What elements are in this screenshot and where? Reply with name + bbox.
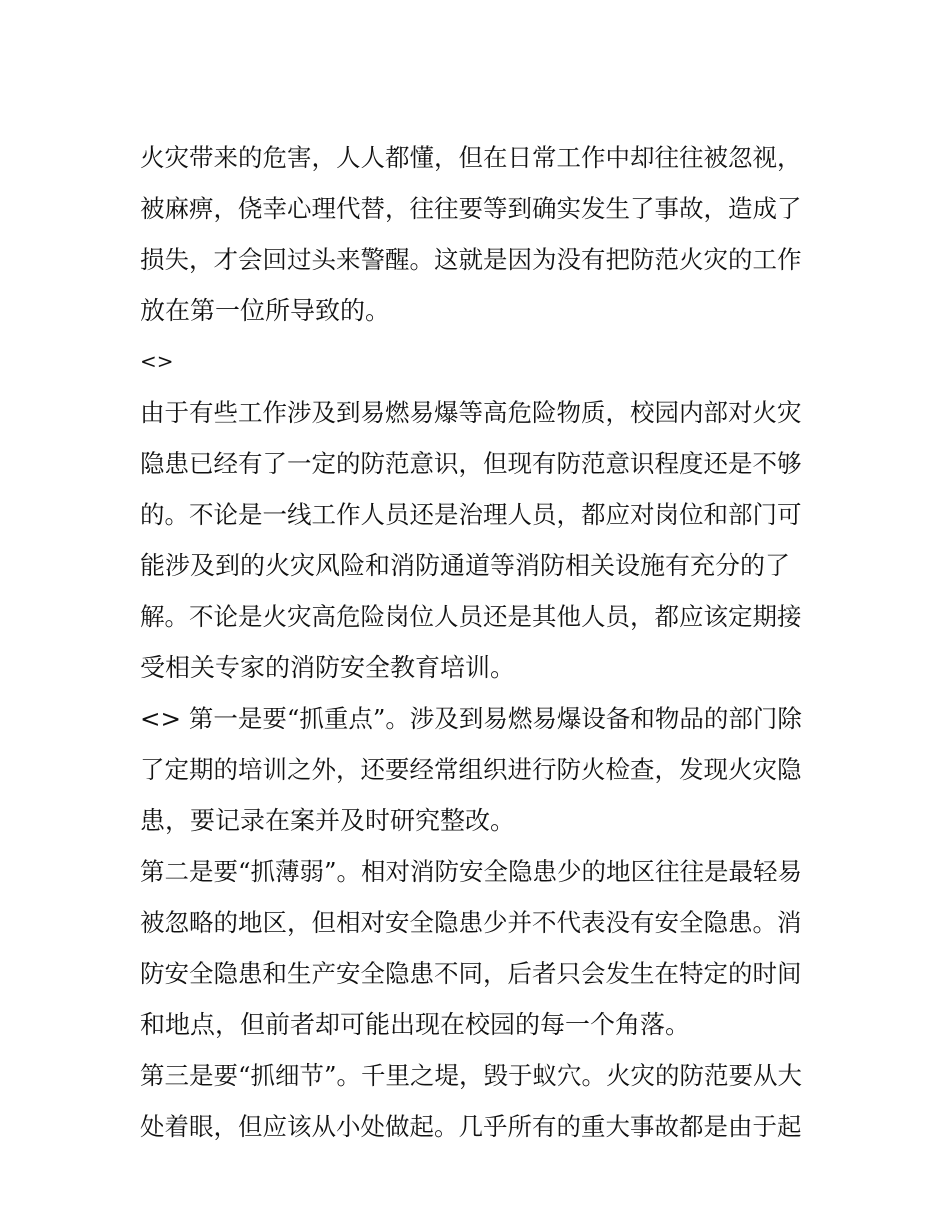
text-line: 隐患已经有了一定的防范意识，但现有防范意识程度还是不够 <box>140 449 802 478</box>
text-line: 受相关专家的消防安全教育培训。 <box>140 653 516 682</box>
text-line: 第三是要“抓细节”。千里之堤，毁于蚁穴。火灾的防范要从大 <box>140 1061 803 1090</box>
text-line: 患，要记录在案并及时研究整改。 <box>140 806 516 835</box>
text-line: 能涉及到的火灾风险和消防通道等消防相关设施有充分的了 <box>140 551 791 580</box>
document-body <box>140 132 812 1152</box>
text-line: 由于有些工作涉及到易燃易爆等高危险物质，校园内部对火灾 <box>140 398 802 427</box>
text-line: 被麻痹，侥幸心理代替，往往要等到确实发生了事故，造成了 <box>140 194 802 223</box>
text-line: 防安全隐患和生产安全隐患不同，后者只会发生在特定的时间 <box>140 959 802 988</box>
text-line: 和地点，但前者却可能出现在校园的每一个角落。 <box>140 1010 691 1039</box>
text-line: 被忽略的地区，但相对安全隐患少并不代表没有安全隐患。消 <box>140 908 802 937</box>
text-line: 第二是要“抓薄弱”。相对消防安全隐患少的地区往往是最轻易 <box>140 857 803 886</box>
text-line: 损失，才会回过头来警醒。这就是因为没有把防范火灾的工作 <box>140 245 802 274</box>
text-line: 解。不论是火灾高危险岗位人员还是其他人员，都应该定期接 <box>140 602 802 631</box>
text-line: 火灾带来的危害，人人都懂，但在日常工作中却往往被忽视， <box>140 143 802 172</box>
text-line: 的。不论是一线工作人员还是治理人员，都应对岗位和部门可 <box>140 500 802 529</box>
text-line: 处着眼，但应该从小处做起。几乎所有的重大事故都是由于起 <box>140 1112 802 1141</box>
text-line: <> 第一是要“抓重点”。涉及到易燃易爆设备和物品的部门除 <box>140 704 802 733</box>
text-line: 了定期的培训之外，还要经常组织进行防火检查，发现火灾隐 <box>140 755 802 784</box>
text-line: 放在第一位所导致的。 <box>140 296 391 325</box>
section-marker: <> <box>140 349 174 373</box>
